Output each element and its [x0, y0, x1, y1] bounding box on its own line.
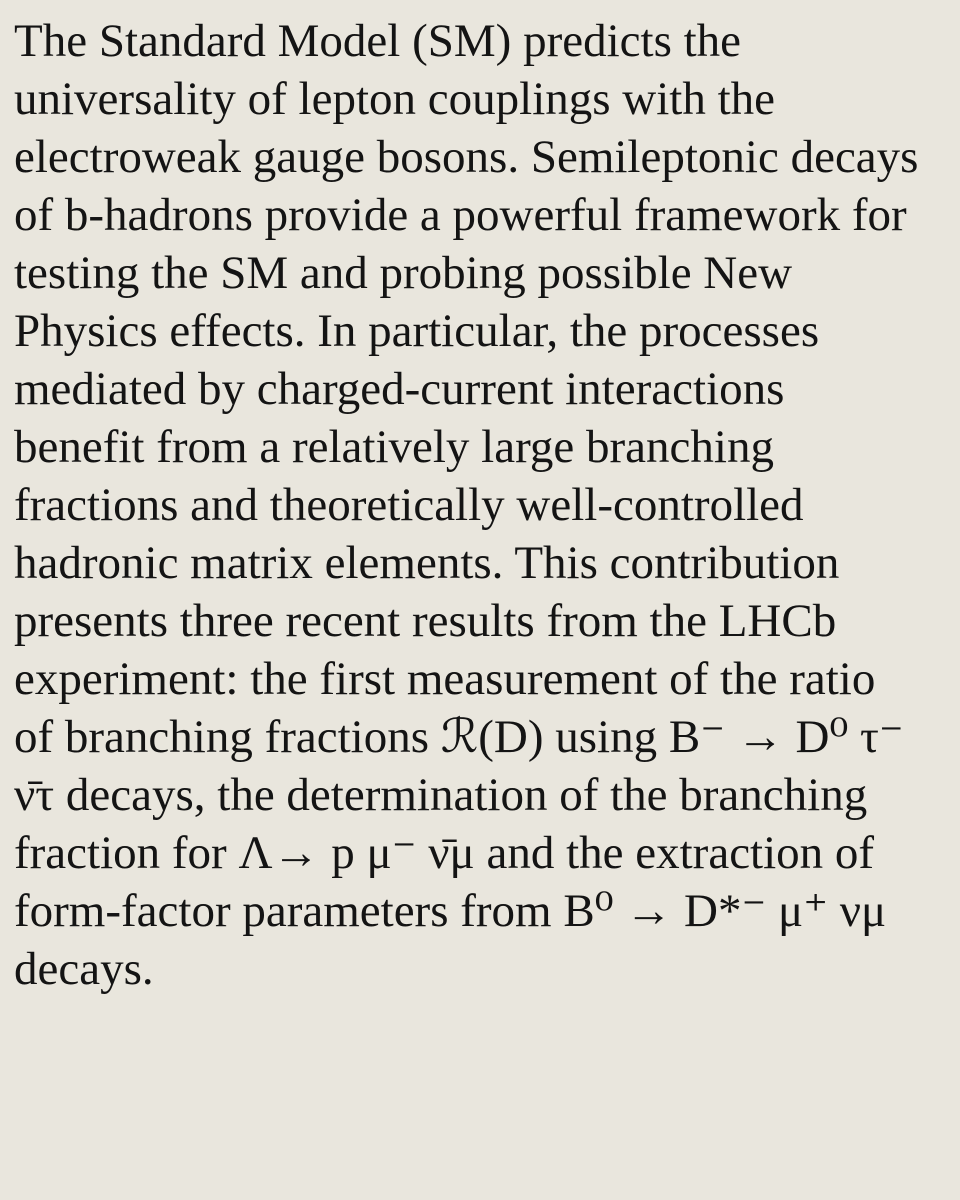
abstract-line-11: presents three recent results from the LHCb — [14, 595, 837, 647]
abstract-line-5: testing the SM and probing possible New — [14, 247, 793, 299]
abstract-line-15: fraction for Λ→ p μ⁻ ν̄μ and the extraction of — [14, 827, 875, 879]
abstract-line-2: universality of lepton couplings with the — [14, 73, 776, 125]
abstract-line-1: The Standard Model (SM) predicts the — [14, 15, 742, 67]
abstract-line-17: decays. — [14, 943, 154, 995]
abstract-line-10: hadronic matrix elements. This contribution — [14, 537, 840, 589]
abstract-line-8: benefit from a relatively large branching — [14, 421, 774, 473]
abstract-line-4: of b-hadrons provide a powerful framework for — [14, 189, 907, 241]
abstract-line-14: ν̄τ decays, the determination of the branching — [14, 769, 868, 821]
abstract-line-16: form-factor parameters from B⁰ → D*⁻ μ⁺ νμ — [14, 885, 887, 937]
abstract-line-9: fractions and theoretically well-controlled — [14, 479, 804, 531]
abstract-line-7: mediated by charged-current interactions — [14, 363, 785, 415]
abstract-line-13: of branching fractions ℛ(D) using B⁻ → D⁰ τ⁻ — [14, 711, 904, 763]
abstract-line-12: experiment: the first measurement of the ratio — [14, 653, 876, 705]
abstract-text — [14, 12, 950, 998]
abstract-line-3: electroweak gauge bosons. Semileptonic decays — [14, 131, 919, 183]
abstract-line-6: Physics effects. In particular, the processes — [14, 305, 820, 357]
